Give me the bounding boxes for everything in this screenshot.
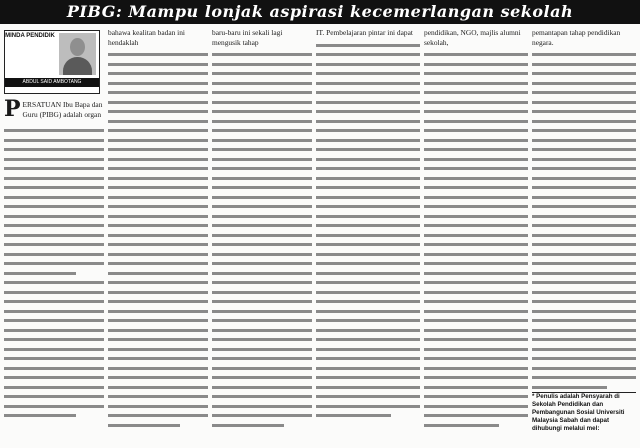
author-box <box>4 30 100 94</box>
column-4-first-line: IT. Pembelajaran pintar ini dapat <box>316 28 413 37</box>
author-head <box>70 38 85 56</box>
author-shoulders <box>63 57 92 75</box>
column-1 <box>4 96 104 444</box>
column-1-lead <box>4 96 104 122</box>
column-5-lines <box>424 53 528 427</box>
column-3-lines <box>212 53 312 427</box>
column-2 <box>108 28 208 444</box>
column-4 <box>316 28 420 444</box>
author-photo <box>59 33 96 75</box>
column-1-lines <box>4 129 104 417</box>
column-5-first-line: pendidikan, NGO, majlis alumni sekolah, <box>424 28 521 47</box>
column-5 <box>424 28 528 444</box>
column-2-lines <box>108 53 208 427</box>
article-title: PIBG: Mampu lonjak aspirasi kecemerlangan sekolah <box>66 2 574 21</box>
column-3 <box>212 28 312 444</box>
drop-cap: P <box>4 96 21 122</box>
column-6-lines <box>532 53 636 389</box>
column-kicker: MINDA PENDIDIK <box>5 33 55 39</box>
column-6-first-line: pemantapan tahap pendidikan negara. <box>532 28 621 47</box>
column-4-lines <box>316 44 420 418</box>
column-2-first-line: bahawa kealitan badan ini hendaklah <box>108 28 185 47</box>
author-footnote: * Penulis adalah Pensyarah di Sekolah Pendidikan dan Pembangunan Sosial Universiti Malaysia Sabah dan dapat dihubungi melalui mel: <box>532 392 636 443</box>
author-byline: ABDUL SAID AMBOTANG <box>5 78 99 87</box>
column-6 <box>532 28 636 444</box>
masthead <box>0 0 640 24</box>
column-3-first-line: baru-baru ini sekali lagi mengusik tahap <box>212 28 283 47</box>
lead-line: ERSATUAN Ibu Bapa dan Guru (PIBG) adalah organ <box>22 100 103 119</box>
